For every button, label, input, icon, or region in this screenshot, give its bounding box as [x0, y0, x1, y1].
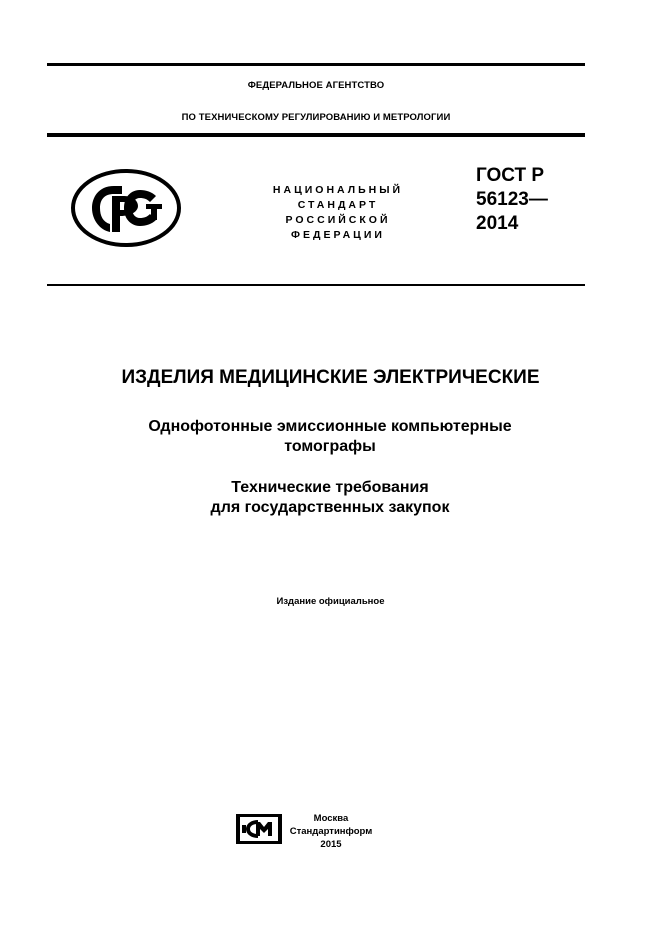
national-line-2: СТАНДАРТ	[297, 199, 379, 211]
top-rule	[47, 63, 585, 66]
agency-bottom-rule	[47, 133, 585, 137]
subtitle-2-line-2: для государственных закупок	[210, 499, 450, 516]
subtitle-2-line-1: Технические требования	[231, 479, 429, 496]
agency-line-1: ФЕДЕРАЛЬНОЕ АГЕНТСТВО	[247, 80, 385, 91]
publisher-info	[284, 812, 378, 851]
agency-line-2: ПО ТЕХНИЧЕСКОМУ РЕГУЛИРОВАНИЮ И МЕТРОЛОГИИ	[181, 112, 451, 123]
national-line-3: РОССИЙСКОЙ	[285, 214, 391, 226]
subtitle-2	[60, 478, 600, 518]
publisher-name: Стандартинформ	[289, 826, 373, 837]
publisher-city: Москва	[313, 813, 349, 824]
national-line-4: ФЕДЕРАЦИИ	[291, 229, 385, 241]
publisher-logo	[234, 810, 284, 848]
header-bottom-rule	[47, 284, 585, 286]
publisher-year: 2015	[320, 839, 342, 850]
gost-line-1: ГОСТ Р	[476, 165, 545, 186]
subtitle-1	[60, 417, 600, 457]
gost-line-2: 56123—	[476, 189, 548, 210]
national-standard-label	[258, 183, 418, 243]
gost-certification-logo	[70, 168, 182, 248]
gost-line-3: 2014	[476, 213, 519, 234]
national-line-1: НАЦИОНАЛЬНЫЙ	[272, 184, 404, 196]
edition-label: Издание официальное	[276, 596, 385, 607]
document-title: ИЗДЕЛИЯ МЕДИЦИНСКИЕ ЭЛЕКТРИЧЕСКИЕ	[121, 367, 540, 388]
subtitle-1-line-2: томографы	[284, 438, 376, 455]
subtitle-1-line-1: Однофотонные эмиссионные компьютерные	[148, 418, 512, 435]
gost-number	[476, 164, 548, 236]
